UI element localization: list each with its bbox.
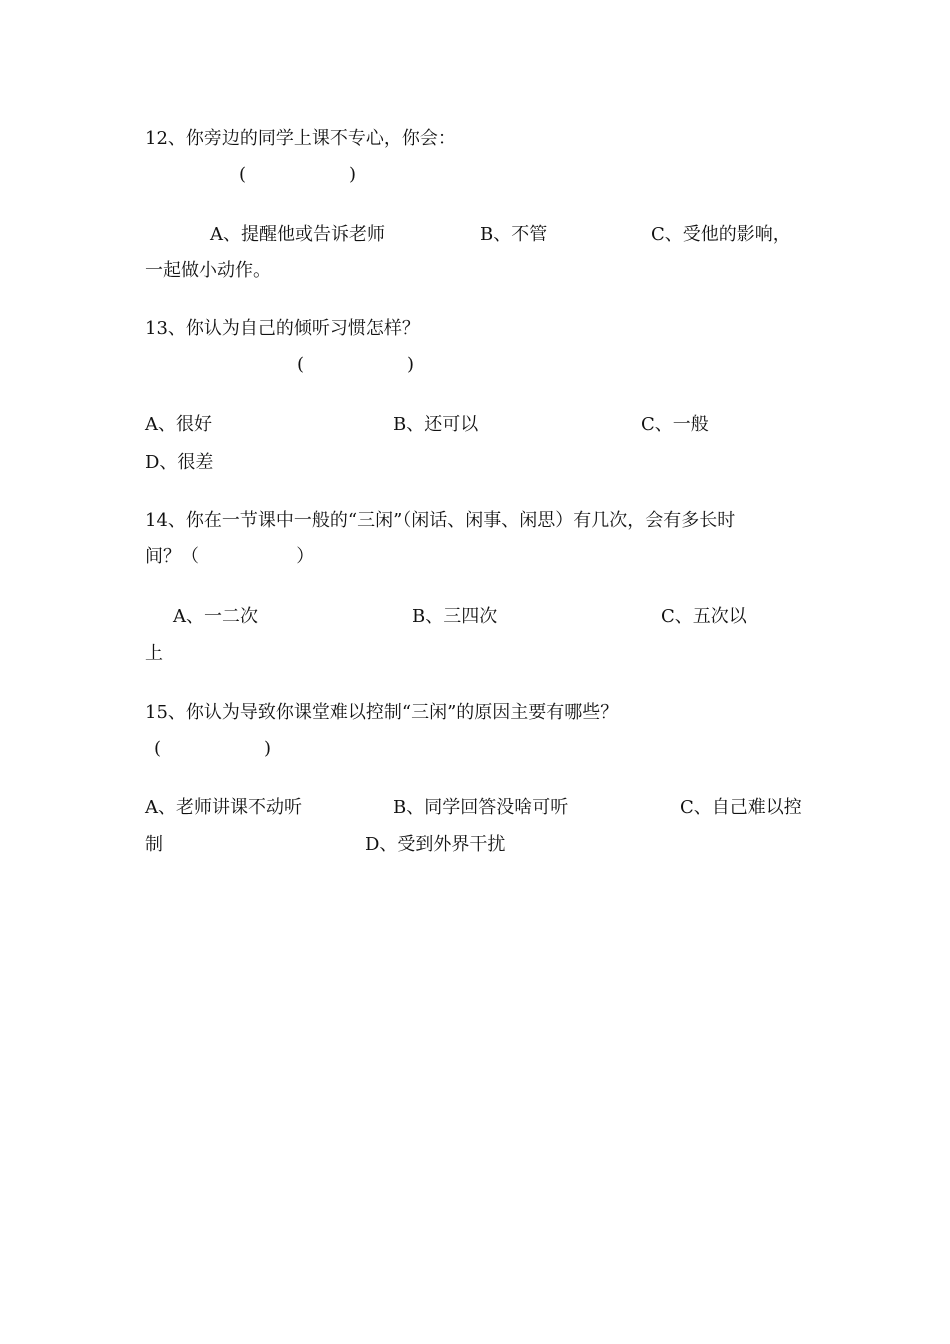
question-15-option-a: A、老师讲课不动听 [145, 797, 302, 818]
question-12-option-a: A、提醒他或告诉老师 [210, 224, 385, 245]
question-12-option-b: B、不管 [480, 224, 548, 245]
question-14-option-b: B、三四次 [412, 606, 498, 627]
question-13-option-d: D、很差 [145, 452, 214, 473]
question-15-option-c-continued: 制 [145, 834, 163, 855]
question-14-option-c: C、五次以 [661, 606, 747, 627]
question-15-option-d: D、受到外界干扰 [365, 834, 506, 855]
question-15-answer-blank: ( ) [154, 738, 272, 759]
question-13-option-b: B、还可以 [393, 414, 479, 435]
question-12-prompt: 12、你旁边的同学上课不专心，你会： [145, 128, 456, 149]
question-12-option-c-continued: 一起做小动作。 [145, 260, 271, 281]
question-15-option-c: C、自己难以控 [680, 797, 802, 818]
question-13-option-a: A、很好 [145, 414, 212, 435]
question-12-answer-blank: ( ) [239, 164, 357, 185]
question-12-option-c: C、受他的影响， [651, 224, 791, 245]
question-15-option-b: B、同学回答没啥可听 [393, 797, 569, 818]
question-13-answer-blank: ( ) [297, 354, 415, 375]
question-13-prompt: 13、你认为自己的倾听习惯怎样？ [145, 318, 420, 339]
question-15-prompt: 15、你认为导致你课堂难以控制“三闲”的原因主要有哪些？ [145, 702, 619, 723]
question-14-option-c-continued: 上 [145, 643, 163, 664]
question-14-prompt: 14、你在一节课中一般的“三闲”（闲话、闲事、闲思）有几次，会有多长时 [145, 510, 736, 531]
question-14-prompt-continued: 间？（ ） [145, 546, 315, 567]
question-13-option-c: C、一般 [641, 414, 709, 435]
question-14-option-a: A、一二次 [173, 606, 258, 627]
